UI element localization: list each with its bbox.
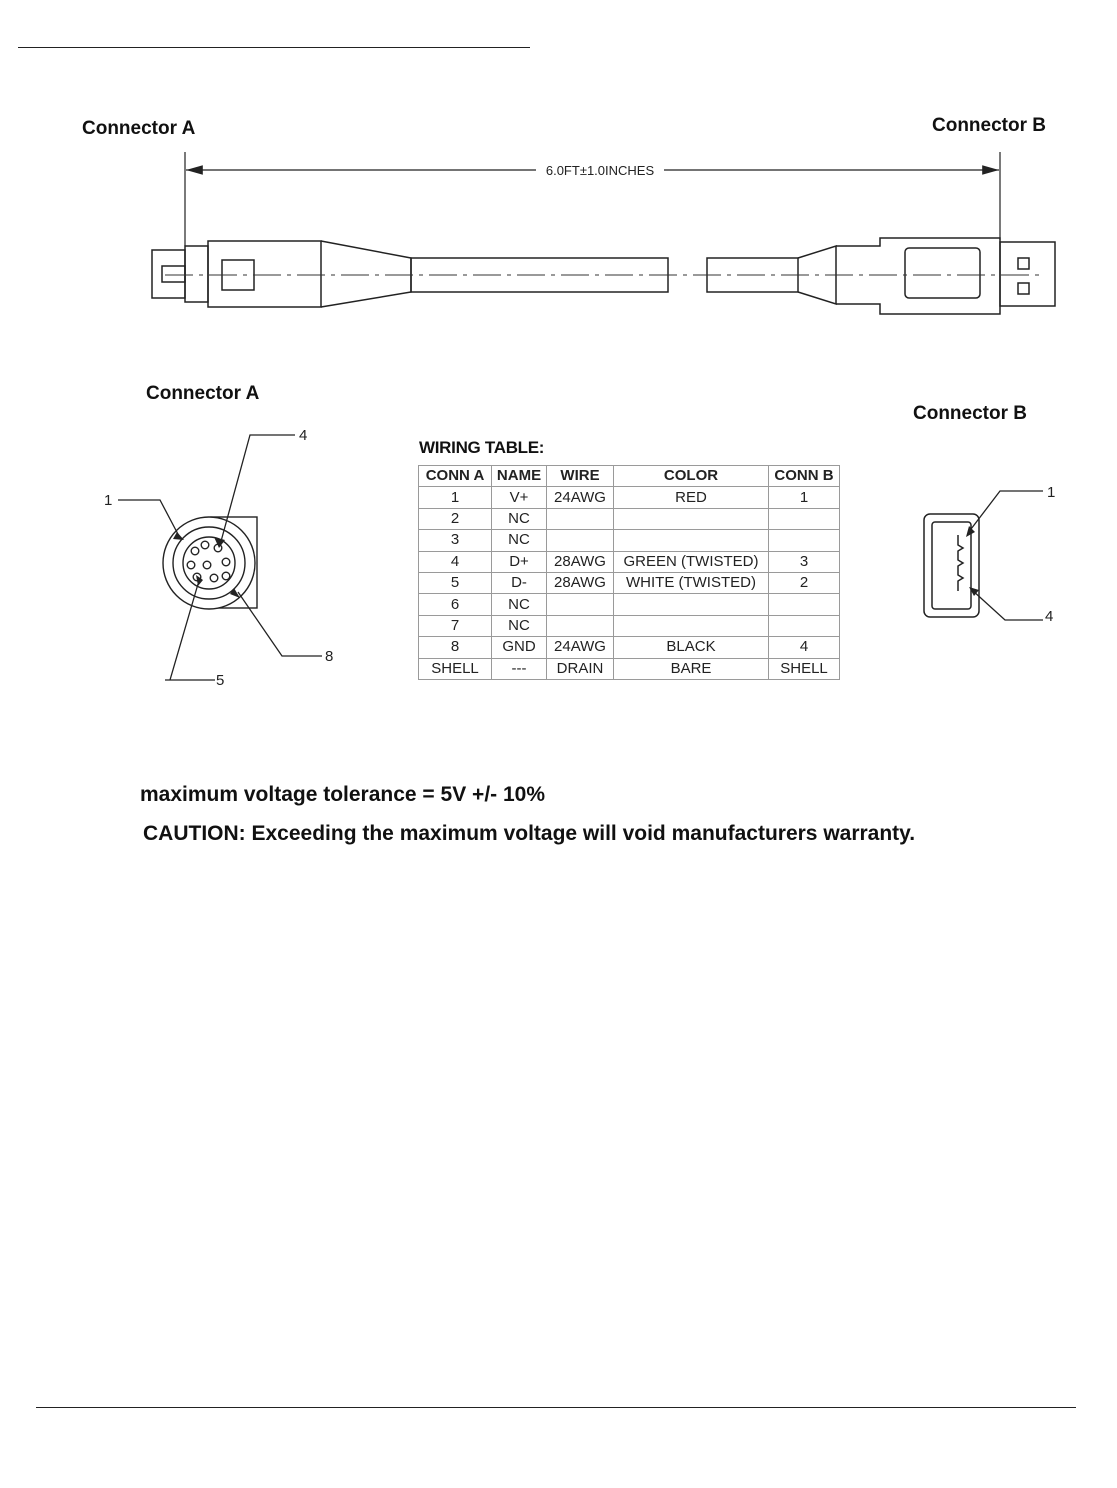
pin-a-5-label: 5 bbox=[216, 672, 225, 689]
table-cell bbox=[614, 530, 769, 551]
table-row bbox=[419, 487, 840, 508]
table-cell bbox=[614, 594, 769, 615]
table-cell bbox=[547, 530, 614, 551]
table-row bbox=[419, 658, 840, 679]
header-conn-a: CONN A bbox=[419, 466, 492, 487]
table-cell: 1 bbox=[769, 487, 840, 508]
header-name: NAME bbox=[492, 466, 547, 487]
table-cell: SHELL bbox=[419, 658, 492, 679]
table-row bbox=[419, 530, 840, 551]
table-row bbox=[419, 594, 840, 615]
table-cell bbox=[547, 508, 614, 529]
header-wire: WIRE bbox=[547, 466, 614, 487]
top-connector-b-label: Connector B bbox=[932, 115, 1046, 136]
table-cell: 4 bbox=[769, 637, 840, 658]
table-cell: NC bbox=[492, 508, 547, 529]
caution-note: CAUTION: Exceeding the maximum voltage will void manufacturers warranty. bbox=[143, 822, 916, 845]
wiring-table bbox=[418, 465, 840, 680]
table-cell: BLACK bbox=[614, 637, 769, 658]
table-cell: 8 bbox=[419, 637, 492, 658]
table-cell: 3 bbox=[769, 551, 840, 572]
table-cell: DRAIN bbox=[547, 658, 614, 679]
table-cell bbox=[547, 594, 614, 615]
cable-length-text: 6.0FT±1.0INCHES bbox=[545, 163, 655, 178]
connector-a-side-view bbox=[152, 241, 668, 307]
wiring-table-title: WIRING TABLE: bbox=[419, 438, 545, 457]
table-cell bbox=[769, 508, 840, 529]
table-cell: NC bbox=[492, 594, 547, 615]
table-cell: 4 bbox=[419, 551, 492, 572]
table-cell bbox=[614, 615, 769, 636]
table-cell: --- bbox=[492, 658, 547, 679]
table-cell: BARE bbox=[614, 658, 769, 679]
table-cell: 28AWG bbox=[547, 572, 614, 593]
table-cell: 2 bbox=[419, 508, 492, 529]
pin-a-4-label: 4 bbox=[299, 427, 308, 444]
top-connector-a-label: Connector A bbox=[82, 118, 196, 139]
voltage-tolerance-note: maximum voltage tolerance = 5V +/- 10% bbox=[140, 783, 546, 806]
table-cell: 3 bbox=[419, 530, 492, 551]
table-cell: GREEN (TWISTED) bbox=[614, 551, 769, 572]
table-cell: NC bbox=[492, 615, 547, 636]
footer-rule bbox=[36, 1407, 1076, 1408]
table-cell: V+ bbox=[492, 487, 547, 508]
table-cell: 7 bbox=[419, 615, 492, 636]
table-cell bbox=[769, 594, 840, 615]
table-row bbox=[419, 615, 840, 636]
table-cell: SHELL bbox=[769, 658, 840, 679]
header-color: COLOR bbox=[614, 466, 769, 487]
detail-connector-a-label: Connector A bbox=[146, 383, 260, 404]
table-cell: 2 bbox=[769, 572, 840, 593]
table-cell: RED bbox=[614, 487, 769, 508]
pin-b-1-label: 1 bbox=[1047, 484, 1056, 501]
table-row bbox=[419, 637, 840, 658]
pin-b-4-label: 4 bbox=[1045, 608, 1054, 625]
header-conn-b: CONN B bbox=[769, 466, 840, 487]
connector-a-pin-face bbox=[163, 517, 257, 609]
table-row bbox=[419, 508, 840, 529]
table-cell bbox=[769, 615, 840, 636]
table-cell: GND bbox=[492, 637, 547, 658]
table-cell: 28AWG bbox=[547, 551, 614, 572]
table-row bbox=[419, 551, 840, 572]
detail-connector-b-label: Connector B bbox=[913, 403, 1027, 424]
pin-a-8-label: 8 bbox=[325, 648, 334, 665]
table-cell: 24AWG bbox=[547, 637, 614, 658]
table-cell bbox=[769, 530, 840, 551]
table-cell: D- bbox=[492, 572, 547, 593]
pin-a-1-label: 1 bbox=[104, 492, 113, 509]
table-row bbox=[419, 572, 840, 593]
table-cell bbox=[614, 508, 769, 529]
table-cell: 1 bbox=[419, 487, 492, 508]
table-cell: 5 bbox=[419, 572, 492, 593]
table-cell: WHITE (TWISTED) bbox=[614, 572, 769, 593]
table-cell bbox=[547, 615, 614, 636]
connector-b-side-view bbox=[798, 238, 1055, 314]
table-cell: 24AWG bbox=[547, 487, 614, 508]
table-cell: 6 bbox=[419, 594, 492, 615]
table-cell: D+ bbox=[492, 551, 547, 572]
wiring-table-header-row bbox=[419, 466, 840, 487]
table-cell: NC bbox=[492, 530, 547, 551]
